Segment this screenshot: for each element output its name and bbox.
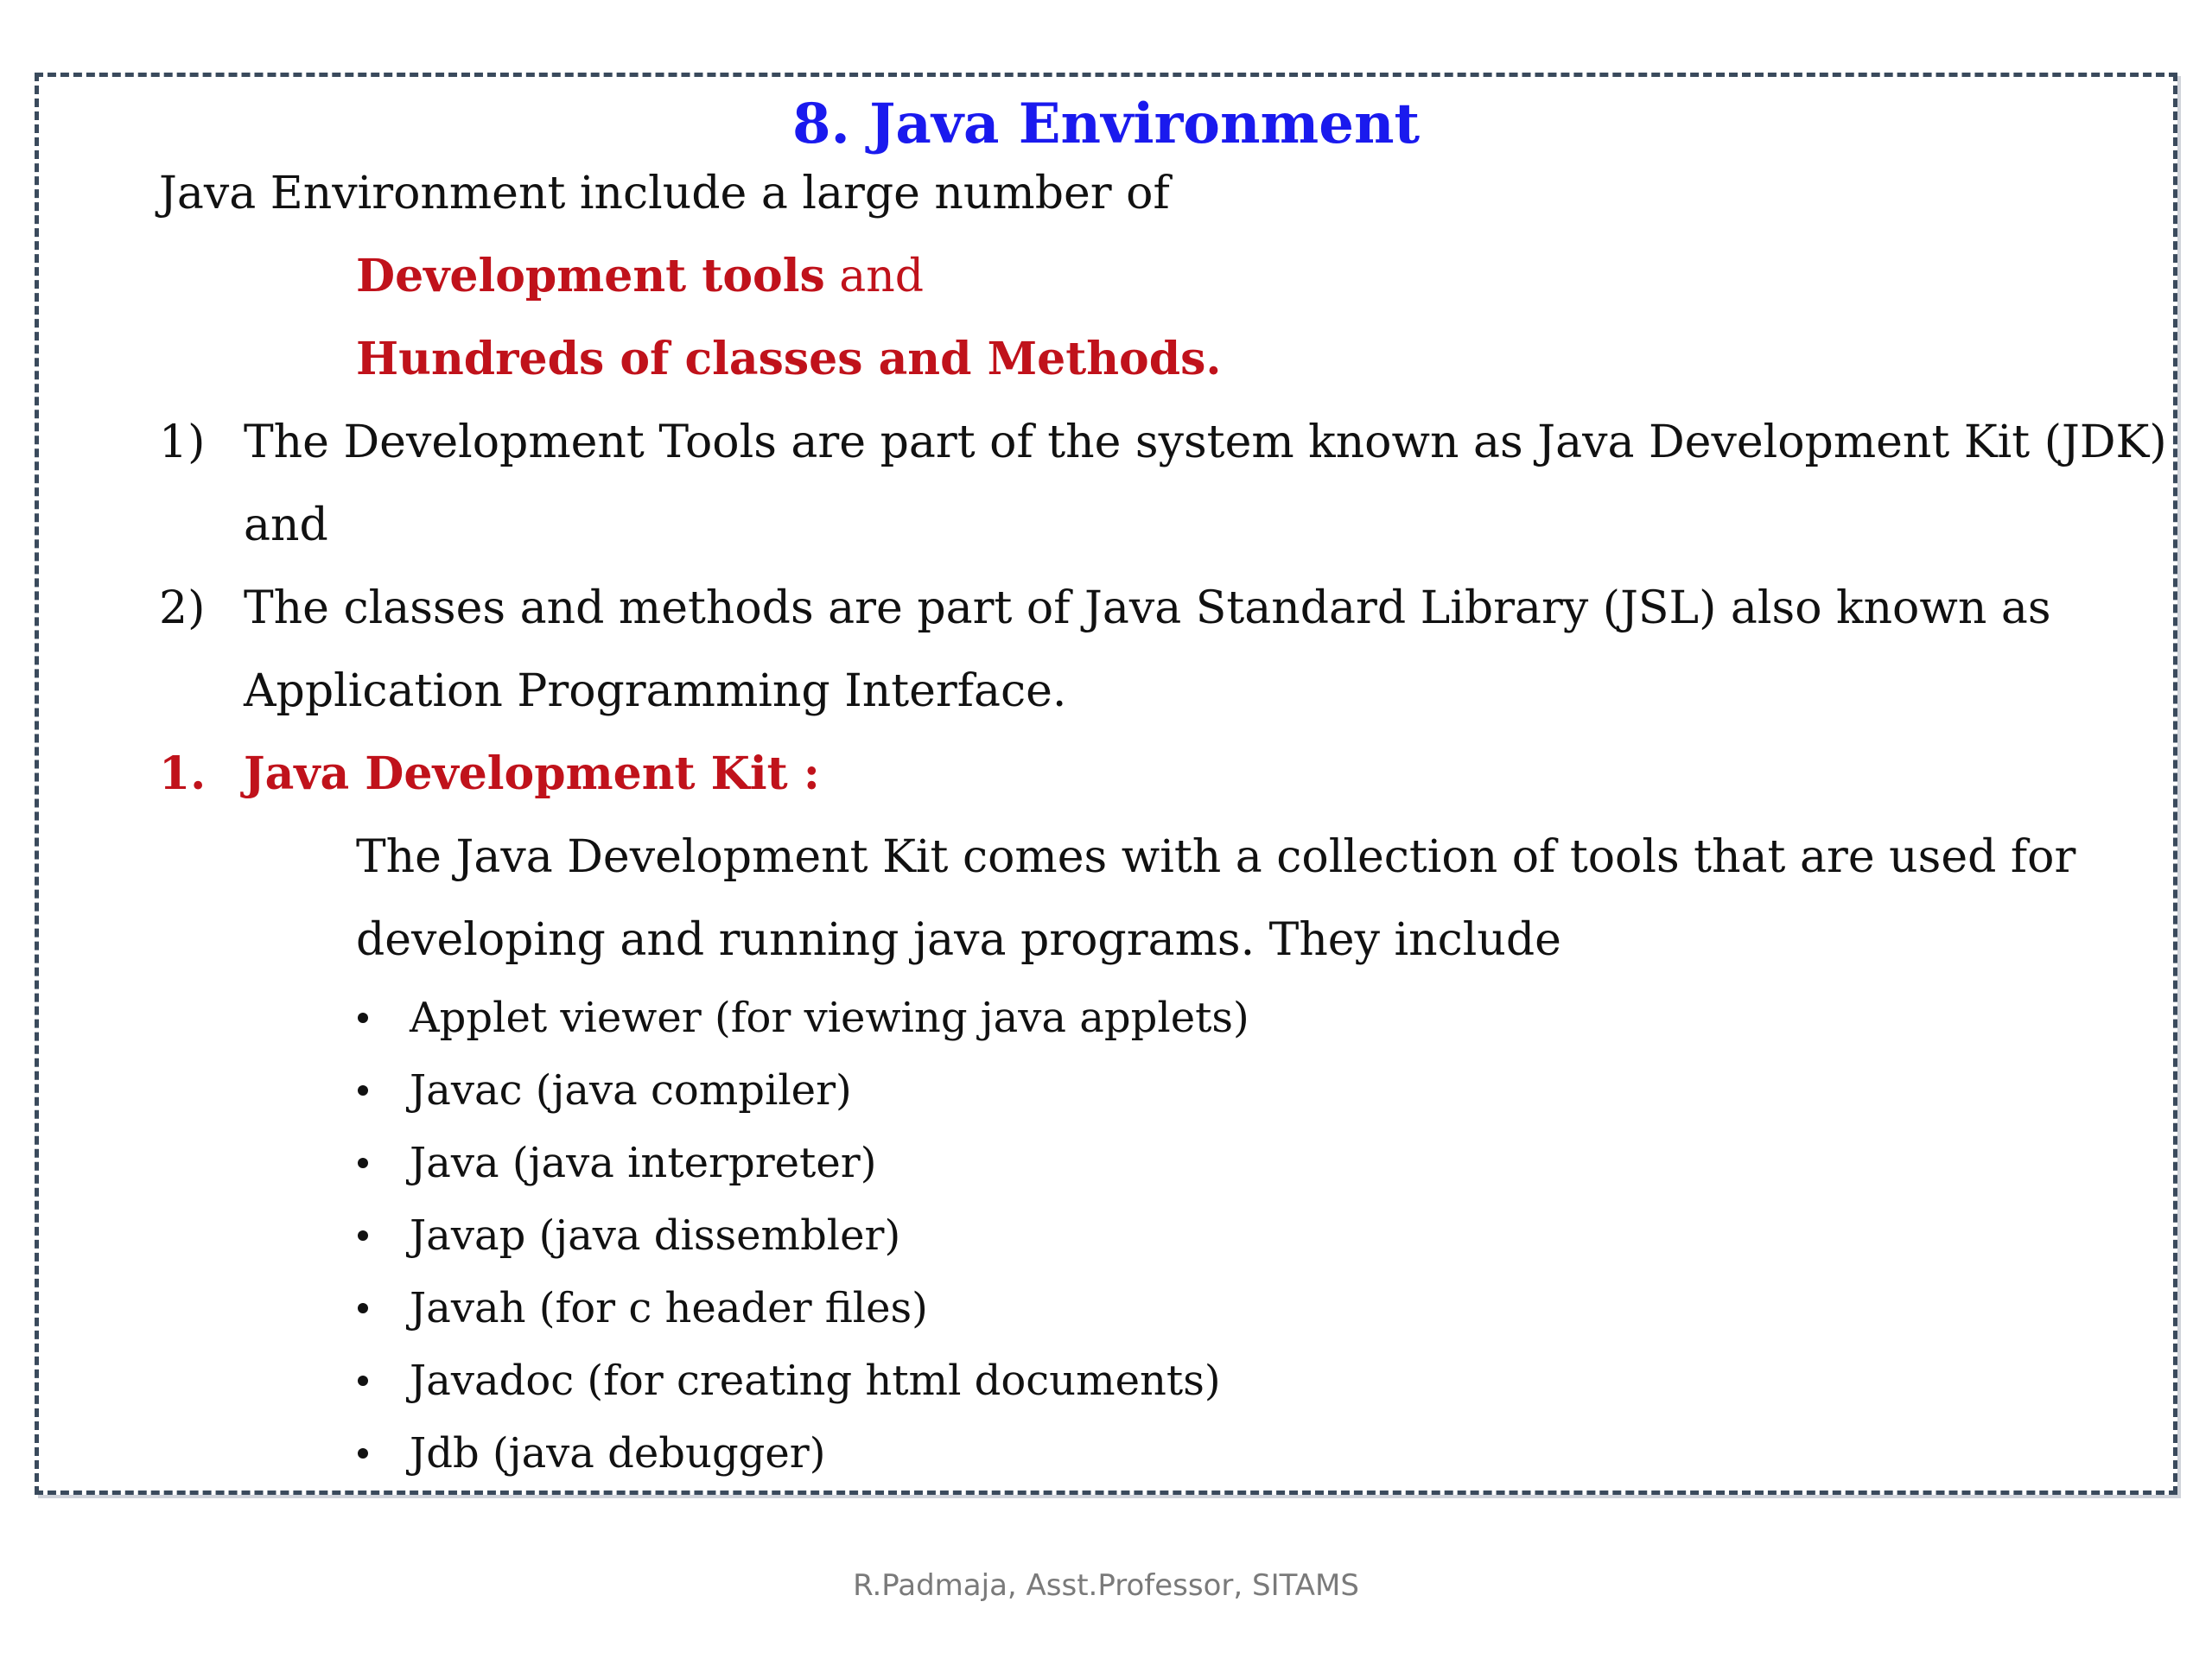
point-text-line: The classes and methods are part of Java Standard Library (JSL) also known as (244, 582, 2051, 634)
tool-label: Java (java interpreter) (410, 1139, 877, 1187)
intro-line: Java Environment include a large number of (159, 168, 1170, 219)
bullet-icon (358, 1303, 368, 1313)
section-paragraph-line: The Java Development Kit comes with a collection of tools that are used for (356, 831, 2076, 883)
bullet-icon (358, 1376, 368, 1386)
bullet-icon (358, 1448, 368, 1459)
tool-label: Javap (java dissembler) (410, 1211, 901, 1260)
bullet-icon (358, 1230, 368, 1241)
tool-label: Javah (for c header files) (410, 1284, 928, 1332)
bullet-icon (358, 1085, 368, 1096)
development-tools-and: and (824, 251, 925, 302)
point-number: 1) (159, 416, 206, 468)
tool-label: Javac (java compiler) (410, 1066, 852, 1115)
slide-footer: R.Padmaja, Asst.Professor, SITAMS (853, 1568, 1359, 1603)
tool-label: Javadoc (for creating html documents) (410, 1357, 1221, 1405)
intro-item-classes-methods: Hundreds of classes and Methods. (356, 333, 1222, 385)
point-number: 2) (159, 582, 206, 634)
point-text-line: Application Programming Interface. (244, 665, 1067, 717)
bullet-icon (358, 1013, 368, 1023)
tool-label: Jdb (java debugger) (410, 1429, 826, 1478)
section-heading: Java Development Kit : (244, 747, 820, 800)
bullet-icon (358, 1158, 368, 1168)
tool-label: Applet viewer (for viewing java applets) (410, 994, 1249, 1042)
point-text-line: The Development Tools are part of the system known as Java Development Kit (JDK) (244, 416, 2167, 468)
slide-title: 8. Java Environment (791, 92, 1421, 156)
development-tools-label: Development tools (356, 250, 825, 302)
section-paragraph-line: developing and running java programs. They include (356, 914, 1561, 966)
section-number: 1. (159, 747, 207, 800)
point-text-line: and (244, 499, 328, 551)
intro-item-development-tools (356, 250, 925, 302)
